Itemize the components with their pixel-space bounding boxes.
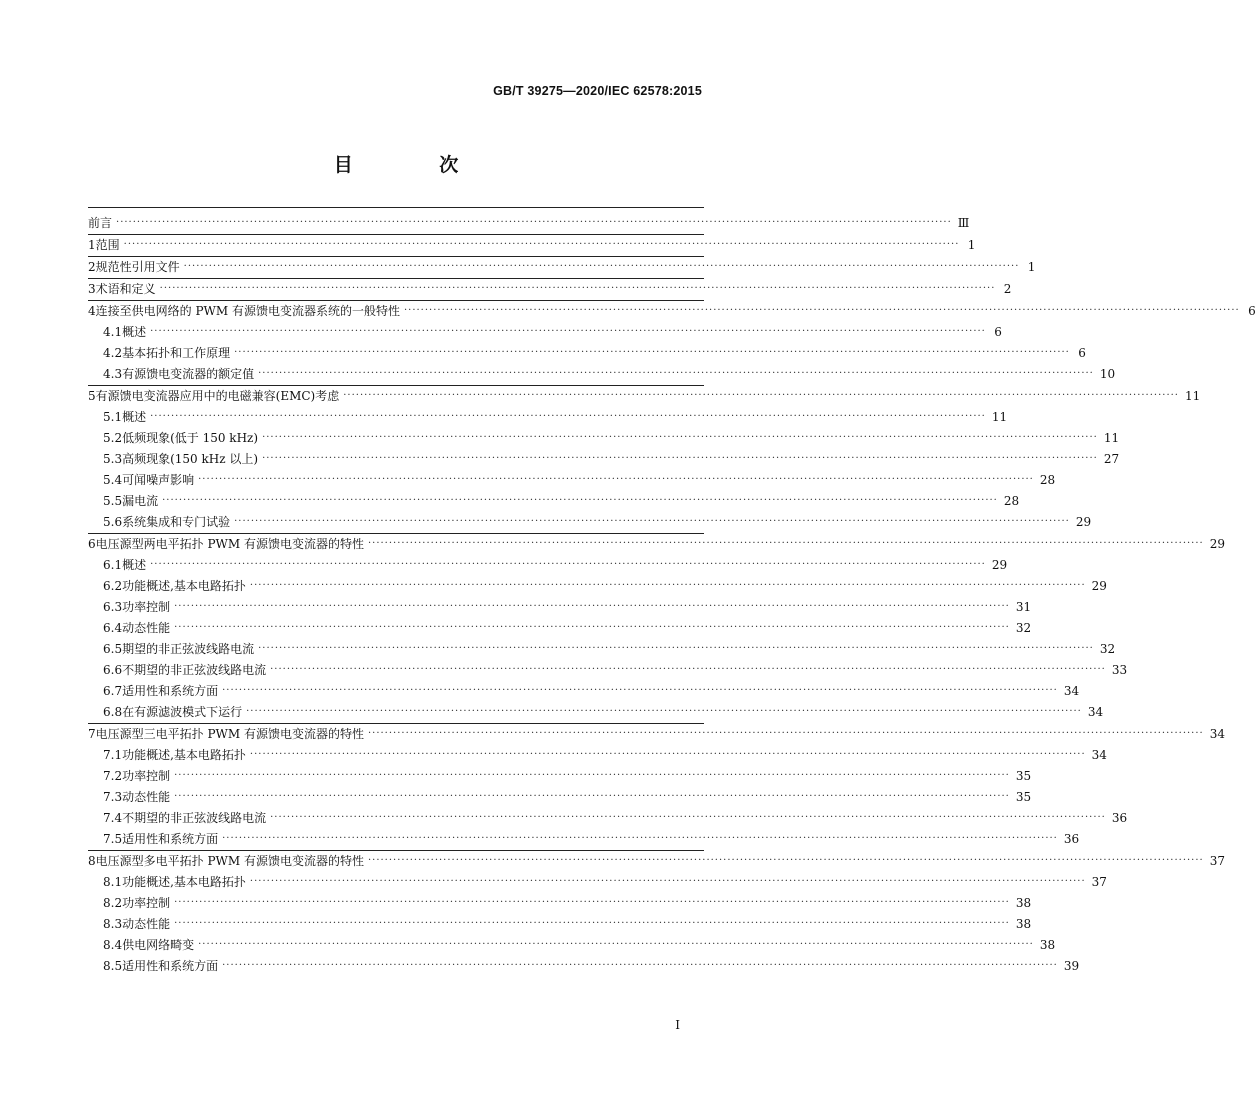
dot-leader: ········································································································································································································	[150, 559, 986, 570]
toc-entry-number: 6	[88, 537, 96, 551]
toc-entry-number: 6.8	[103, 705, 123, 719]
toc-entry-number: 5.5	[103, 494, 123, 508]
dot-leader: ········································································································································································································	[150, 326, 986, 337]
toc-entry-page: 28	[1039, 473, 1056, 487]
dot-leader: ········································································································································································································	[222, 833, 1058, 844]
toc-entry-title: 动态性能	[122, 621, 171, 635]
dot-leader: ········································································································································································································	[403, 305, 1240, 316]
dot-leader: ········································································································································································································	[262, 432, 1098, 443]
dot-leader: ········································································································································································································	[249, 580, 1086, 591]
toc-entry-title: 漏电流	[122, 494, 159, 508]
toc-entry-title: 基本拓扑和工作原理	[122, 346, 231, 360]
toc-entry[interactable]	[88, 723, 1225, 745]
toc-entry-title: 功能概述,基本电路拓扑	[122, 748, 246, 762]
toc-entry[interactable]	[88, 893, 1032, 914]
toc-entry-title: 高频现象(150 kHz 以上)	[122, 452, 259, 466]
toc-entry-page: 34	[1063, 684, 1080, 698]
toc-entry-number: 5.3	[103, 452, 123, 466]
toc-entry-title: 功率控制	[122, 769, 171, 783]
toc-entry-number: 5.1	[103, 410, 123, 424]
toc-entry-title: 系统集成和专门试验	[122, 515, 231, 529]
toc-entry[interactable]	[88, 512, 1092, 533]
toc-entry-page: 28	[1003, 494, 1020, 508]
toc-entry[interactable]	[88, 935, 1056, 956]
dot-leader: ········································································································································································································	[367, 538, 1204, 549]
toc-entry[interactable]	[88, 470, 1056, 491]
toc-entry-title: 功率控制	[122, 896, 171, 910]
toc-entry-page: 29	[1091, 579, 1107, 593]
toc-entry-page: 38	[1039, 938, 1056, 952]
toc-entry-title: 前言	[88, 216, 113, 230]
dot-leader: ········································································································································································································	[270, 812, 1106, 823]
toc-entry-number: 7.5	[103, 832, 123, 846]
toc-entry-number: 8.2	[103, 896, 123, 910]
dot-leader: ········································································································································································································	[159, 283, 996, 294]
toc-entry-page: Ⅲ	[957, 216, 970, 230]
dot-leader: ········································································································································································································	[198, 474, 1034, 485]
toc-entry-number: 7.4	[103, 811, 123, 825]
toc-entry[interactable]	[88, 256, 1036, 278]
dot-leader: ········································································································································································································	[162, 495, 998, 506]
toc-entry-page: 32	[1015, 621, 1032, 635]
toc-entry[interactable]	[88, 428, 1120, 449]
toc-entry-title: 概述	[122, 558, 147, 572]
toc-entry-number: 5.6	[103, 515, 123, 529]
toc-entry-page: 35	[1015, 790, 1032, 804]
dot-leader: ········································································································································································································	[249, 876, 1086, 887]
dot-leader: ········································································································································································································	[174, 622, 1010, 633]
dot-leader: ········································································································································································································	[343, 390, 1179, 401]
toc-entry-number: 8.3	[103, 917, 123, 931]
toc-entry[interactable]	[88, 234, 976, 256]
toc-entry-number: 5	[88, 389, 96, 403]
toc-entry-page: 31	[1015, 600, 1032, 614]
toc-entry-page: 11	[1103, 431, 1120, 445]
toc-entry-page: 11	[991, 410, 1008, 424]
dot-leader: ········································································································································································································	[262, 453, 1098, 464]
page-folio: I	[675, 1018, 680, 1032]
toc-entry[interactable]	[88, 850, 1225, 872]
dot-leader: ········································································································································································································	[234, 516, 1070, 527]
toc-entry-title: 概述	[122, 410, 147, 424]
dot-leader: ········································································································································································································	[258, 643, 1094, 654]
toc-entry-number: 4.1	[103, 325, 123, 339]
toc-entry-title: 在有源滤波模式下运行	[122, 705, 243, 719]
toc-entry-number: 6.1	[103, 558, 123, 572]
toc-entry-title: 有源馈电变流器的额定值	[122, 367, 255, 381]
toc-entry-title: 适用性和系统方面	[122, 832, 219, 846]
toc-entry-number: 8.4	[103, 938, 123, 952]
toc-entry-page: 36	[1111, 811, 1128, 825]
dot-leader: ········································································································································································································	[246, 706, 1082, 717]
toc-entry-title: 动态性能	[122, 917, 171, 931]
toc-entry-number: 7.3	[103, 790, 123, 804]
dot-leader: ········································································································································································································	[150, 411, 986, 422]
dot-leader: ········································································································································································································	[123, 239, 960, 250]
toc-entry-page: 34	[1091, 748, 1107, 762]
toc-entry[interactable]	[88, 533, 1225, 555]
toc-entry-page: 1	[967, 238, 976, 252]
toc-entry[interactable]	[88, 576, 1107, 597]
toc-entry-page: 38	[1015, 917, 1032, 931]
dot-leader: ········································································································································································································	[174, 791, 1010, 802]
dot-leader: ········································································································································································································	[367, 728, 1204, 739]
toc-entry-number: 5.4	[103, 473, 123, 487]
toc-entry-title: 范围	[95, 238, 120, 252]
toc-entry[interactable]	[88, 364, 1116, 385]
page-title: 目 次	[333, 154, 499, 176]
toc-entry-title: 功能概述,基本电路拓扑	[122, 579, 246, 593]
table-of-contents	[88, 213, 1256, 977]
toc-entry-number: 6.7	[103, 684, 123, 698]
toc-entry-title: 术语和定义	[95, 282, 156, 296]
toc-entry[interactable]	[88, 343, 1086, 364]
toc-entry-title: 供电网络畸变	[122, 938, 195, 952]
toc-entry-page: 11	[1184, 389, 1201, 403]
toc-entry[interactable]	[88, 872, 1107, 893]
toc-entry[interactable]	[88, 681, 1080, 702]
toc-entry-page: 27	[1103, 452, 1120, 466]
toc-entry[interactable]	[88, 660, 1128, 681]
toc-entry-number: 4	[88, 304, 96, 318]
dot-leader: ········································································································································································································	[249, 749, 1086, 760]
toc-entry-number: 1	[88, 238, 96, 252]
toc-entry-title: 有源馈电变流器应用中的电磁兼容(EMC)考虑	[95, 389, 340, 403]
toc-entry[interactable]	[88, 914, 1032, 935]
toc-entry-number: 8.5	[103, 959, 123, 973]
toc-entry-number: 2	[88, 260, 96, 274]
toc-entry-page: 34	[1209, 727, 1225, 741]
toc-entry-number: 7.2	[103, 769, 123, 783]
toc-entry-title: 不期望的非正弦波线路电流	[122, 663, 267, 677]
toc-entry-page: 2	[1003, 282, 1012, 296]
dot-leader: ········································································································································································································	[198, 939, 1034, 950]
toc-top-rule	[88, 207, 704, 208]
dot-leader: ········································································································································································································	[367, 855, 1204, 866]
toc-entry-page: 33	[1111, 663, 1128, 677]
toc-entry-page: 37	[1209, 854, 1225, 868]
toc-entry-page: 39	[1063, 959, 1080, 973]
toc-entry-title: 功率控制	[122, 600, 171, 614]
toc-entry-number: 4.3	[103, 367, 123, 381]
toc-entry[interactable]	[88, 956, 1080, 977]
toc-entry[interactable]	[88, 766, 1032, 787]
toc-entry-title: 期望的非正弦波线路电流	[122, 642, 255, 656]
toc-entry-title: 动态性能	[122, 790, 171, 804]
dot-leader: ········································································································································································································	[270, 664, 1106, 675]
toc-entry-title: 规范性引用文件	[95, 260, 180, 274]
dot-leader: ········································································································································································································	[116, 217, 952, 228]
toc-entry-page: 1	[1027, 260, 1036, 274]
toc-entry-title: 电压源型两电平拓扑 PWM 有源馈电变流器的特性	[95, 537, 364, 551]
toc-entry-page: 6	[994, 325, 1002, 339]
toc-entry-number: 5.2	[103, 431, 123, 445]
toc-entry-number: 3	[88, 282, 96, 296]
toc-entry[interactable]	[88, 322, 1002, 343]
dot-leader: ········································································································································································································	[174, 601, 1010, 612]
toc-entry-title: 连接至供电网络的 PWM 有源馈电变流器系统的一般特性	[95, 304, 400, 318]
toc-entry-page: 37	[1091, 875, 1107, 889]
toc-entry-title: 可闻噪声影响	[122, 473, 195, 487]
toc-entry-number: 8	[88, 854, 96, 868]
toc-entry[interactable]	[88, 745, 1107, 766]
toc-entry[interactable]	[88, 213, 970, 234]
toc-entry[interactable]	[88, 555, 1008, 576]
toc-entry[interactable]	[88, 808, 1128, 829]
toc-entry-number: 7.1	[103, 748, 123, 762]
toc-entry-page: 6	[1078, 346, 1086, 360]
toc-entry[interactable]	[88, 385, 1201, 407]
toc-entry-page: 29	[991, 558, 1008, 572]
toc-entry-page: 6	[1248, 304, 1256, 318]
dot-leader: ········································································································································································································	[174, 897, 1010, 908]
toc-entry-number: 6.2	[103, 579, 123, 593]
toc-entry-number: 6.4	[103, 621, 123, 635]
toc-entry-page: 32	[1099, 642, 1116, 656]
dot-leader: ········································································································································································································	[174, 770, 1010, 781]
dot-leader: ········································································································································································································	[234, 347, 1070, 358]
toc-entry[interactable]	[88, 449, 1120, 470]
dot-leader: ········································································································································································································	[222, 960, 1058, 971]
toc-entry-number: 8.1	[103, 875, 123, 889]
toc-entry[interactable]	[88, 639, 1116, 660]
standard-number: GB/T 39275—2020/IEC 62578:2015	[493, 84, 702, 98]
toc-entry-title: 不期望的非正弦波线路电流	[122, 811, 267, 825]
toc-entry-number: 6.3	[103, 600, 123, 614]
toc-entry[interactable]	[88, 787, 1032, 808]
toc-entry-number: 4.2	[103, 346, 123, 360]
toc-entry-page: 29	[1209, 537, 1225, 551]
toc-entry-title: 电压源型多电平拓扑 PWM 有源馈电变流器的特性	[95, 854, 364, 868]
toc-entry[interactable]	[88, 702, 1104, 723]
dot-leader: ········································································································································································································	[222, 685, 1058, 696]
toc-entry-title: 适用性和系统方面	[122, 959, 219, 973]
toc-entry-number: 7	[88, 727, 96, 741]
toc-entry-title: 功能概述,基本电路拓扑	[122, 875, 246, 889]
dot-leader: ········································································································································································································	[174, 918, 1010, 929]
toc-entry-page: 10	[1099, 367, 1116, 381]
toc-entry[interactable]	[88, 407, 1008, 428]
toc-entry[interactable]	[88, 491, 1020, 512]
toc-entry-title: 低频现象(低于 150 kHz)	[122, 431, 259, 445]
toc-entry-page: 34	[1087, 705, 1104, 719]
toc-entry[interactable]	[88, 597, 1032, 618]
toc-entry-title: 适用性和系统方面	[122, 684, 219, 698]
toc-entry-page: 35	[1015, 769, 1032, 783]
dot-leader: ········································································································································································································	[183, 261, 1020, 272]
toc-entry[interactable]	[88, 278, 1012, 300]
toc-entry-number: 6.5	[103, 642, 123, 656]
toc-entry[interactable]	[88, 829, 1080, 850]
toc-entry-page: 38	[1015, 896, 1032, 910]
toc-entry-title: 概述	[122, 325, 147, 339]
toc-entry-page: 36	[1063, 832, 1080, 846]
toc-entry-title: 电压源型三电平拓扑 PWM 有源馈电变流器的特性	[95, 727, 364, 741]
toc-entry[interactable]	[88, 300, 1256, 322]
toc-entry[interactable]	[88, 618, 1032, 639]
dot-leader: ········································································································································································································	[258, 368, 1094, 379]
toc-entry-page: 29	[1075, 515, 1092, 529]
toc-entry-number: 6.6	[103, 663, 123, 677]
